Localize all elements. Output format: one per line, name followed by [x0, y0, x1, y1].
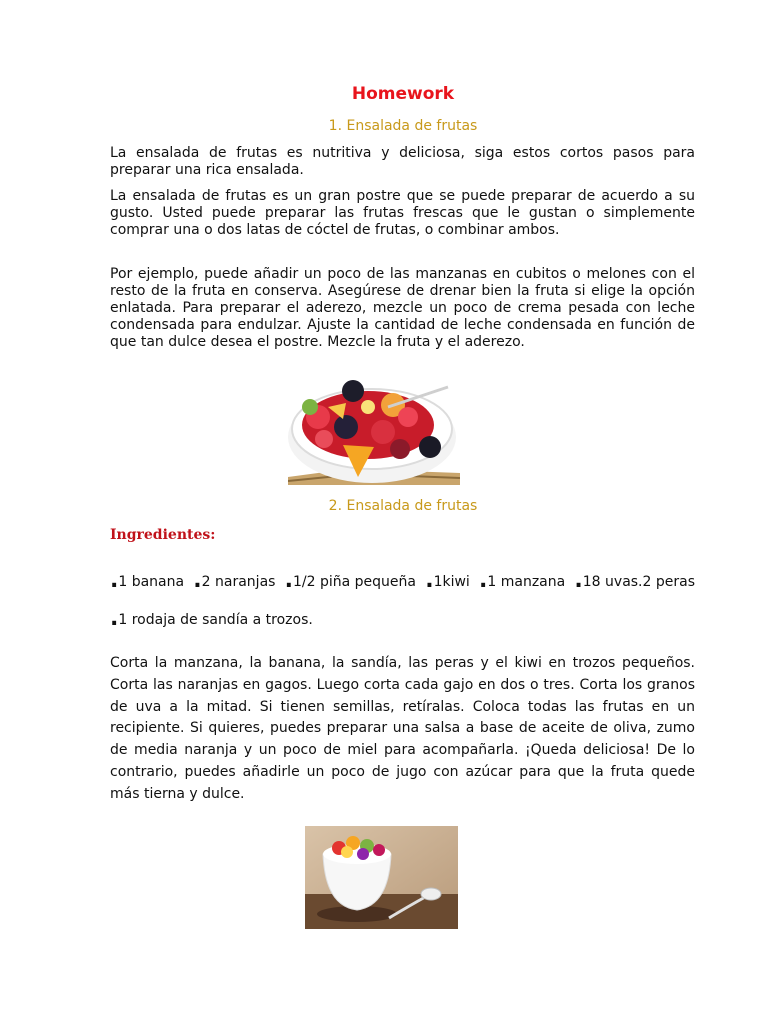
- ingredients-label: Ingredientes:: [110, 527, 216, 543]
- ingredient-item: .2 naranjas: [193, 568, 276, 593]
- ingredient-item: .1 manzana: [479, 568, 566, 593]
- ingredient-item: .18 uvas.2 peras: [574, 568, 695, 593]
- ingredient-item: .1/2 piña pequeña: [284, 568, 416, 593]
- page-title: Homework: [351, 84, 455, 104]
- section-2-heading: 2. Ensalada de frutas: [328, 498, 478, 514]
- fruit-cup-with-spoon-photo: [305, 826, 458, 929]
- fruit-salad-bowl-photo: [288, 377, 460, 485]
- ingredient-item: .1 rodaja de sandía a trozos.: [110, 606, 313, 631]
- section-1-paragraph-1: La ensalada de frutas es nutritiva y deliciosa, siga estos cortos pasos para preparar una rica ensalada.: [110, 145, 695, 178]
- ingredient-item: .1 banana: [110, 568, 185, 593]
- ingredient-item: .1kiwi: [425, 568, 470, 593]
- ingredients-line-2: [110, 606, 695, 631]
- section-1-paragraph-2: La ensalada de frutas es un gran postre que se puede preparar de acuerdo a su gusto. Usted puede preparar las frutas frescas que le gustan o simplemente comprar una o dos latas de cóctel de frutas, o combinar ambos.: [110, 188, 695, 238]
- ingredients-line-1: [110, 568, 695, 593]
- section-1-paragraph-3: Por ejemplo, puede añadir un poco de las manzanas en cubitos o melones con el resto de la fruta en conserva. Asegúrese de drenar bien la fruta si elige la opción enlatada. Para preparar el aderezo, mezcle un poco de crema pesada con leche condensada para endulzar. Ajuste la cantidad de leche condensada en función de que tan dulce desea el postre. Mezcle la fruta y el aderezo.: [110, 266, 695, 350]
- section-1-heading: 1. Ensalada de frutas: [328, 118, 478, 134]
- instructions-paragraph: Corta la manzana, la banana, la sandía, las peras y el kiwi en trozos pequeños. Corta las naranjas en gagos. Luego corta cada gajo en dos o tres. Corta los granos de uva a la mitad. Si tienen semillas, retíralas. Coloca todas las frutas en un recipiente. Si quieres, puedes preparar una salsa a base de aceite de oliva, zumo de media naranja y un poco de miel para acompañarla. ¡Queda deliciosa! De lo contrario, puedes añadirle un poco de jugo con azúcar para que la fruta quede más tierna y dulce.: [110, 655, 695, 802]
